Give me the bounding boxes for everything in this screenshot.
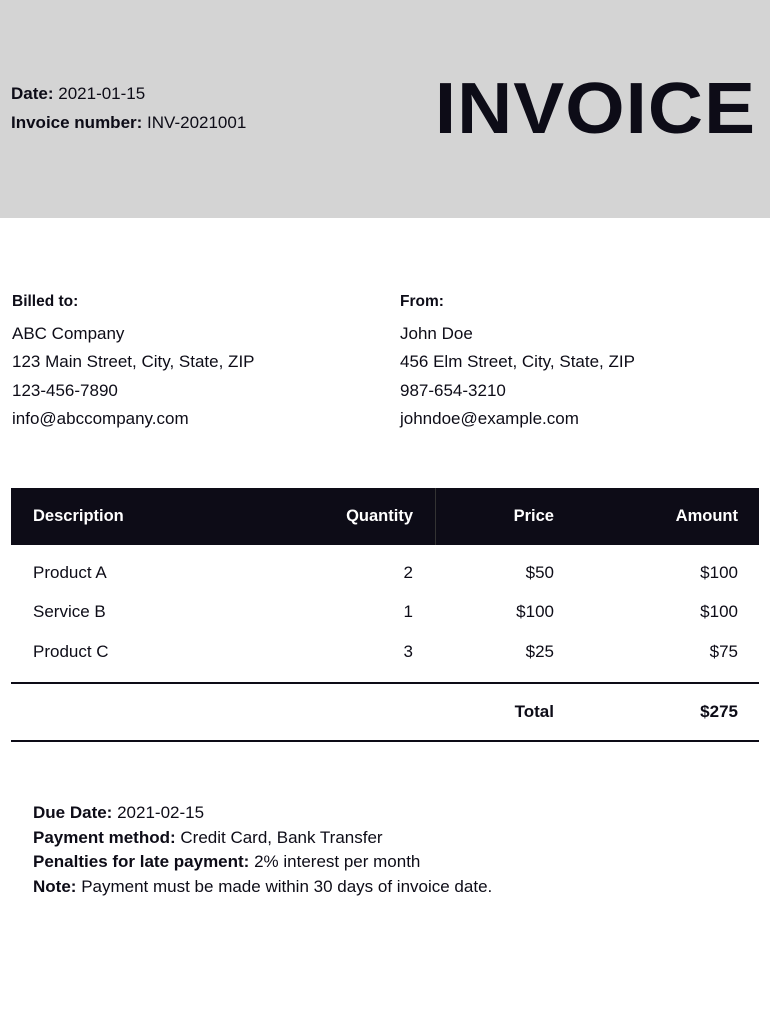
note-line [33,875,492,900]
column-header-amount: Amount [675,507,738,525]
header-divider [435,488,436,545]
row-price: $50 [525,563,554,582]
invoice-number [11,113,246,133]
from-heading: From: [400,293,444,310]
due-date-value: 2021-02-15 [117,803,205,822]
items-table [11,488,759,721]
due-date-label: Due Date: [33,803,113,822]
row-price: $100 [516,602,554,621]
payment-method-value: Credit Card, Bank Transfer [180,827,383,847]
billed-to-phone: 123-456-7890 [12,380,118,400]
penalty-label: Penalties for late payment: [33,852,250,872]
payment-method-label: Payment method: [33,827,176,847]
row-quantity: 1 [403,602,413,621]
row-description: Service B [33,602,106,621]
column-header-description: Description [33,507,124,525]
invoice-title: INVOICE [434,69,756,149]
row-description: Product A [33,563,107,582]
row-amount: $100 [700,563,738,582]
row-quantity: 3 [403,642,413,661]
row-amount: $100 [700,602,738,621]
from-block [400,288,635,434]
total-bottom-rule [11,740,759,742]
row-description: Product C [33,642,109,661]
row-quantity: 2 [403,563,413,582]
column-header-quantity: Quantity [346,507,413,525]
total-label: Total [514,702,554,721]
invoice-number-label: Invoice number: [11,113,143,132]
row-amount: $75 [709,642,738,661]
billed-to-name: ABC Company [12,323,125,343]
from-phone: 987-654-3210 [400,380,506,400]
total-value: $275 [700,702,738,721]
billed-to-email: info@abccompany.com [12,409,189,429]
from-email: johndoe@example.com [400,409,579,429]
table-row [11,602,759,630]
note-value: Payment must be made within 30 days of invoice date. [81,876,493,896]
table-row [11,563,759,591]
column-header-price: Price [513,507,554,525]
total-top-rule [11,682,759,684]
penalty-line [33,850,492,875]
invoice-date [11,84,145,104]
penalty-value: 2% interest per month [254,852,421,872]
due-date-line [33,801,492,826]
invoice-date-value: 2021-01-15 [58,84,146,103]
payment-method-line [33,826,492,851]
invoice-date-label: Date: [11,84,54,103]
table-header [11,488,759,545]
from-address: 456 Elm Street, City, State, ZIP [400,352,635,372]
payment-notes [33,801,492,899]
billed-to-block [12,288,255,434]
billed-to-heading: Billed to: [12,293,79,310]
billed-to-address: 123 Main Street, City, State, ZIP [12,352,255,372]
note-label: Note: [33,876,77,896]
from-name: John Doe [400,323,473,343]
row-price: $25 [525,642,554,661]
table-row [11,642,759,670]
invoice-number-value: INV-2021001 [147,113,247,132]
table-body [11,545,759,683]
invoice-header [0,0,770,218]
